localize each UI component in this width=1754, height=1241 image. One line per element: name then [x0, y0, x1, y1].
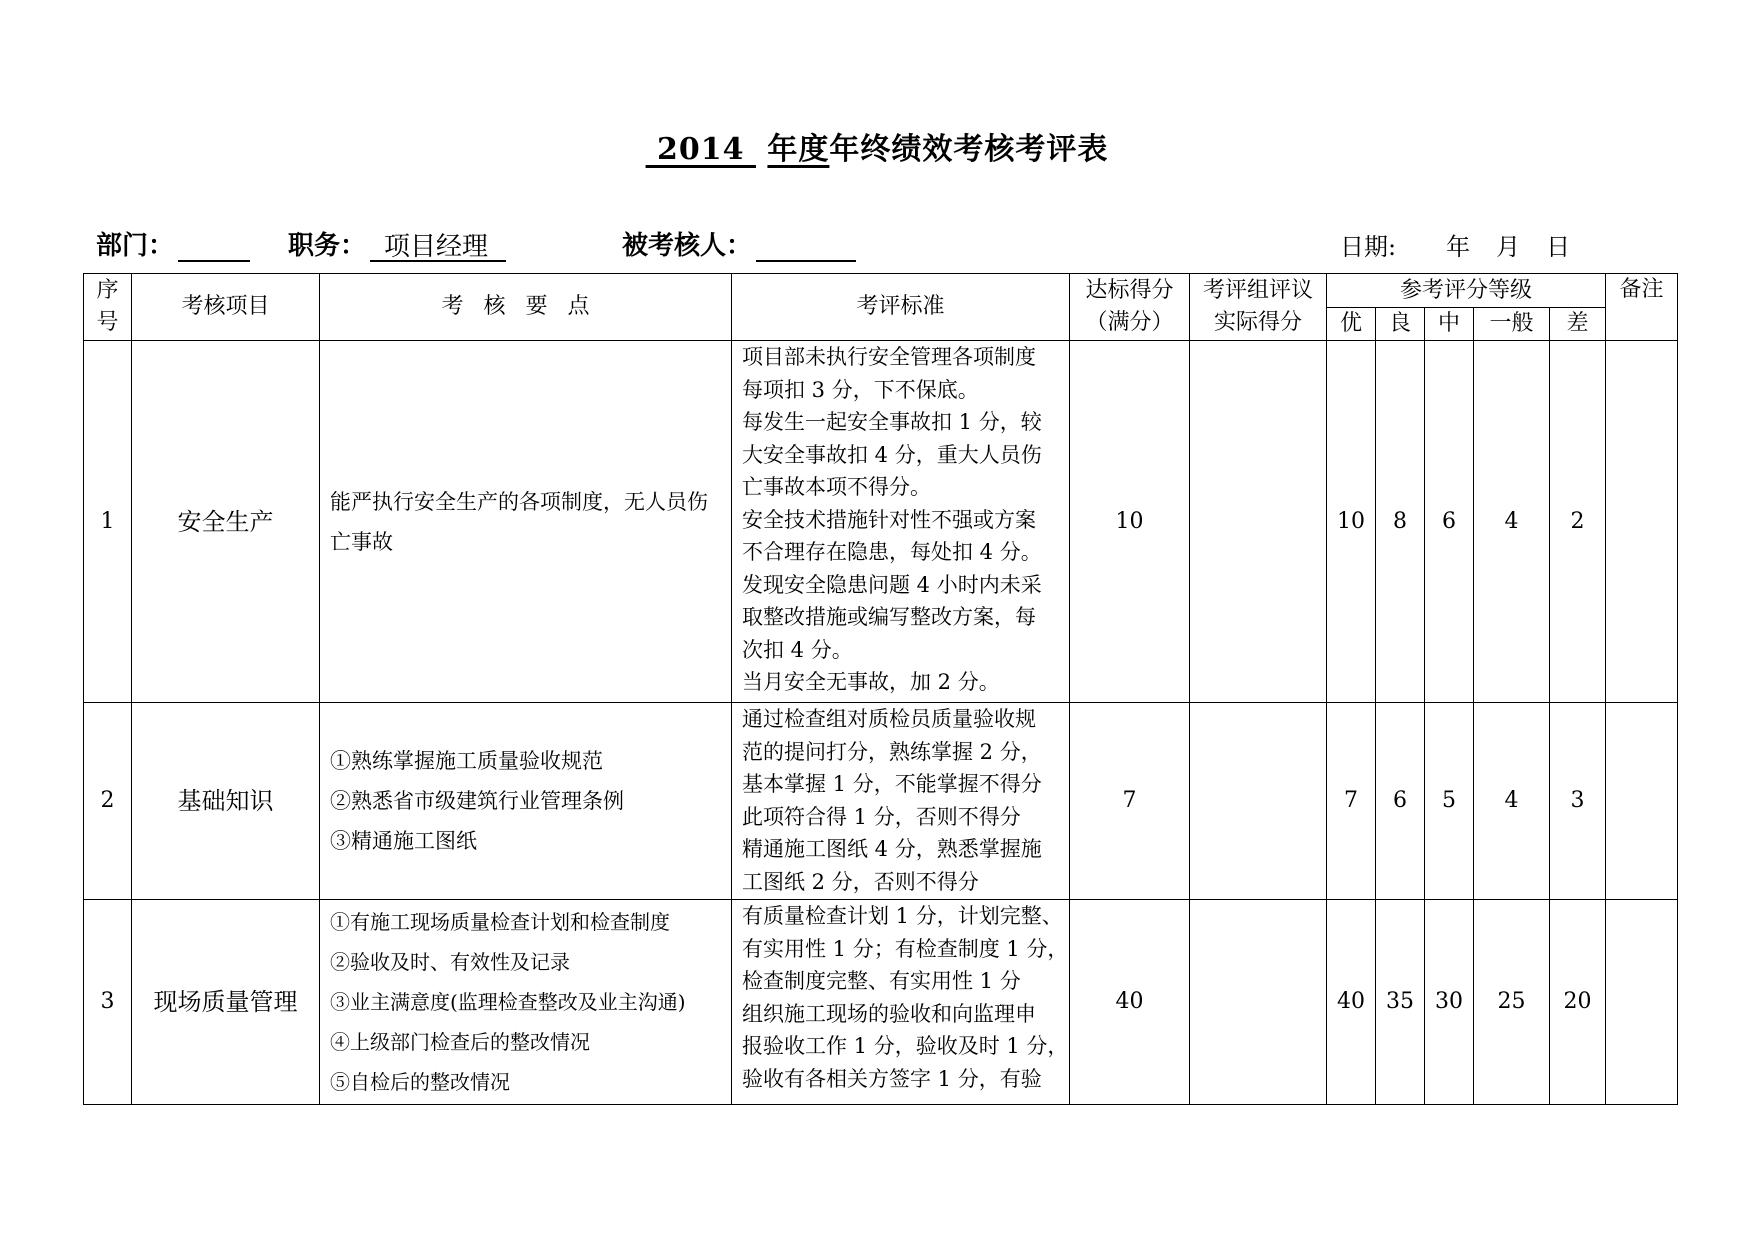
- remark-cell[interactable]: [1606, 900, 1678, 1105]
- grade-fair-cell: 4: [1474, 703, 1550, 900]
- table-row: [84, 341, 1678, 703]
- date-year: 年: [1446, 233, 1471, 261]
- points-cell: ①熟练掌握施工质量验收规范 ②熟悉省市级建筑行业管理条例 ③精通施工图纸: [320, 703, 732, 900]
- grade-fair-cell: 25: [1474, 900, 1550, 1105]
- seq-cell: 2: [84, 703, 132, 900]
- actual-score-cell[interactable]: [1190, 341, 1327, 703]
- position-field: [288, 225, 506, 262]
- grade-mid-cell: 30: [1425, 900, 1474, 1105]
- points-cell: 能严执行安全生产的各项制度，无人员伤 亡事故: [320, 341, 732, 703]
- grade-excellent-cell: 10: [1327, 341, 1376, 703]
- grade-good-cell: 35: [1376, 900, 1425, 1105]
- grade-poor-cell: 20: [1550, 900, 1606, 1105]
- points-cell: ①有施工现场质量检查计划和检查制度 ②验收及时、有效性及记录 ③业主满意度(监理检查整改及业主沟通) ④上级部门检查后的整改情况 ⑤自检后的整改情况: [320, 900, 732, 1105]
- seq-cell: 3: [84, 900, 132, 1105]
- grade-mid-cell: 6: [1425, 341, 1474, 703]
- title-rest: 年终绩效考核考评表: [829, 132, 1109, 167]
- standard-cell: 项目部未执行安全管理各项制度 每项扣 3 分，下不保底。 每发生一起安全事故扣 1 分，较 大安全事故扣 4 分，重大人员伤 亡事故本项不得分。 安全技术措施针对性不强或方案 不合理存在隐患，每处扣 4 分。 发现安全隐患问题 4 小时内未采 取整改措施或编写整改方案，每 次扣 4 分。 当月安全无事故，加 2 分。: [732, 341, 1070, 703]
- grade-fair-header: 一般: [1474, 308, 1550, 341]
- remark-cell[interactable]: [1606, 703, 1678, 900]
- grade-mid-header: 中: [1425, 308, 1474, 341]
- full-score-cell: 10: [1070, 341, 1190, 703]
- actual-score-cell[interactable]: [1190, 703, 1327, 900]
- dept-label: 部门：: [96, 231, 175, 261]
- grade-group-header: 参考评分等级: [1327, 274, 1606, 308]
- remark-header: 备注: [1606, 274, 1678, 341]
- full-score-cell: 7: [1070, 703, 1190, 900]
- grade-good-cell: 8: [1376, 341, 1425, 703]
- standard-cell: 通过检查组对质检员质量验收规 范的提问打分，熟练掌握 2 分， 基本掌握 1 分，不能掌握不得分 此项符合得 1 分，否则不得分 精通施工图纸 4 分，熟悉掌握施 工图纸 2 分，否则不得分: [732, 703, 1070, 900]
- position-value[interactable]: 项目经理: [370, 234, 506, 262]
- points-header: 考核要点: [320, 274, 732, 341]
- item-cell: 现场质量管理: [132, 900, 320, 1105]
- item-header: 考核项目: [132, 274, 320, 341]
- grade-poor-cell: 2: [1550, 341, 1606, 703]
- grade-excellent-cell: 7: [1327, 703, 1376, 900]
- standard-header: 考评标准: [732, 274, 1070, 341]
- grade-good-cell: 6: [1376, 703, 1425, 900]
- actual-score-cell[interactable]: [1190, 900, 1327, 1105]
- assessment-table: [83, 273, 1678, 1105]
- date-month: 月: [1496, 233, 1521, 261]
- position-label: 职务：: [288, 231, 367, 261]
- title-year: 2014: [657, 132, 745, 167]
- standard-cell: 有质量检查计划 1 分，计划完整、 有实用性 1 分；有检查制度 1 分， 检查制度完整、有实用性 1 分 组织施工现场的验收和向监理申 报验收工作 1 分，验收及时 1 分， 验收有各相关方签字 1 分，有验: [732, 900, 1070, 1105]
- seq-cell: 1: [84, 341, 132, 703]
- panel-score-header: 考评组评议 实际得分: [1190, 274, 1327, 341]
- remark-cell[interactable]: [1606, 341, 1678, 703]
- assessee-value[interactable]: [756, 234, 856, 262]
- date-label: 日期:: [1340, 233, 1397, 261]
- grade-mid-cell: 5: [1425, 703, 1474, 900]
- grade-excellent-header: 优: [1327, 308, 1376, 341]
- header-row-1: [84, 274, 1678, 308]
- page-title: [0, 124, 1754, 168]
- grade-poor-header: 差: [1550, 308, 1606, 341]
- date-field: [1340, 227, 1584, 262]
- assessee-label: 被考核人：: [622, 231, 753, 261]
- dept-value[interactable]: [178, 234, 250, 262]
- grade-poor-cell: 3: [1550, 703, 1606, 900]
- seq-header: 序 号: [84, 274, 132, 341]
- title-underlined: 年度: [767, 132, 830, 167]
- item-cell: 基础知识: [132, 703, 320, 900]
- full-score-header: 达标得分 （满分）: [1070, 274, 1190, 341]
- assessee-field: [622, 225, 856, 262]
- dept-field: [96, 225, 250, 262]
- table-row: [84, 703, 1678, 900]
- full-score-cell: 40: [1070, 900, 1190, 1105]
- date-day: 日: [1546, 233, 1571, 261]
- grade-excellent-cell: 40: [1327, 900, 1376, 1105]
- item-cell: 安全生产: [132, 341, 320, 703]
- table-row: [84, 900, 1678, 1105]
- grade-fair-cell: 4: [1474, 341, 1550, 703]
- grade-good-header: 良: [1376, 308, 1425, 341]
